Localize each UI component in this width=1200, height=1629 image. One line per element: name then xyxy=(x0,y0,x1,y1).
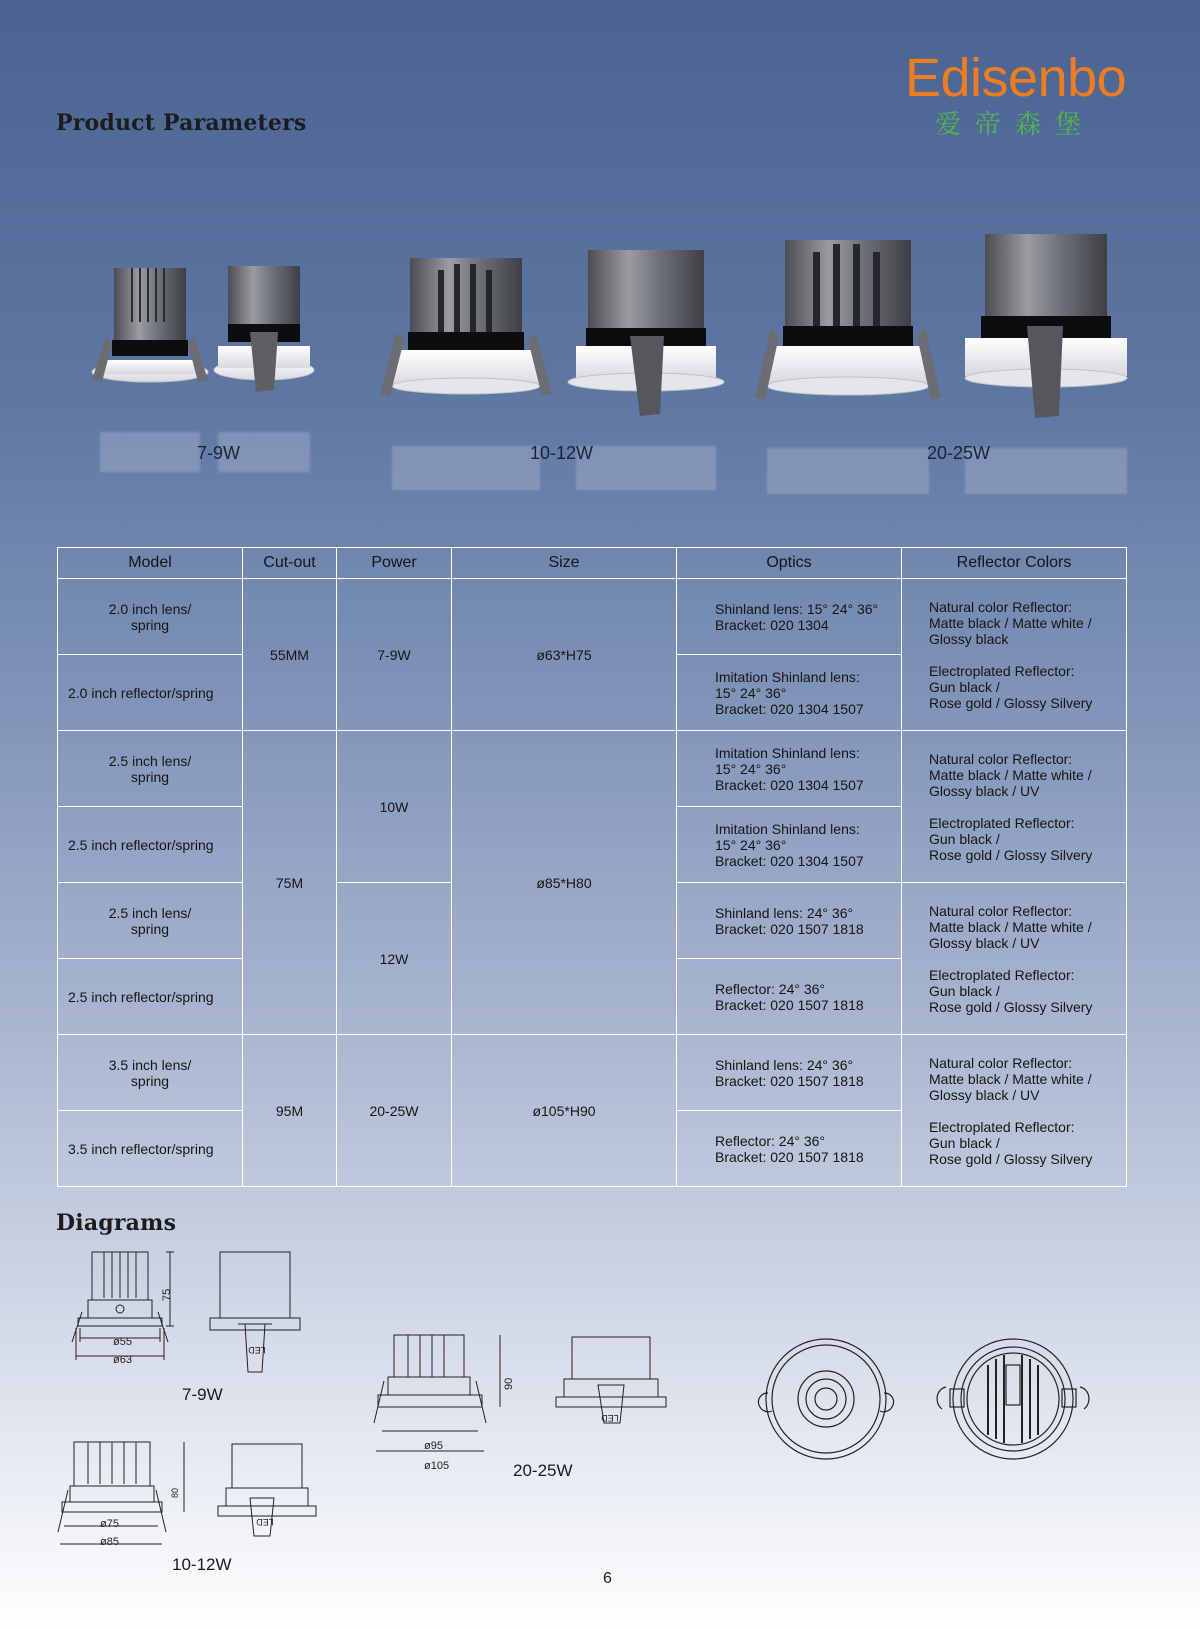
diagram-10-12w-height-dimension xyxy=(168,1474,188,1514)
table-header-row xyxy=(58,548,1127,579)
reflector-colors-cell: Natural color Reflector: Matte black / Matte white / Glossy black / UV Electroplated Reflector: Gun black / Rose gold / Glossy Silvery xyxy=(902,1035,1127,1187)
diagram-20-25w-height-dimension xyxy=(500,1366,520,1406)
outer-diameter: ø63 xyxy=(113,1354,132,1366)
product-label-20-25w: 20-25W xyxy=(927,443,991,463)
svg-text:ø105: ø105 xyxy=(424,1460,450,1472)
optics-cell: Shinland lens: 24° 36° Bracket: 020 1507 1818 xyxy=(677,1035,902,1111)
svg-text:80: 80 xyxy=(170,1487,180,1498)
product-label-10-12w: 10-12W xyxy=(530,443,594,463)
product-photo-7-9w xyxy=(88,262,328,402)
optics-cell: Reflector: 24° 36° Bracket: 020 1507 1818 xyxy=(677,1111,902,1187)
svg-text:LED: LED xyxy=(601,1413,619,1423)
svg-text:LED: LED xyxy=(256,1517,274,1527)
table-row xyxy=(58,1035,1127,1111)
svg-text:LED: LED xyxy=(248,1345,266,1355)
diagram-7-9w-height-dimension xyxy=(152,1275,182,1315)
logo-wordmark: Edisenbo xyxy=(905,48,1127,108)
power-cell: 7-9W xyxy=(337,579,452,731)
diagram-7-9w-led-badge xyxy=(245,1337,269,1367)
logo-chinese: 爱帝森堡 xyxy=(935,110,1096,140)
diagram-label-10-12w: 10-12W xyxy=(172,1555,232,1574)
optics-cell: Imitation Shinland lens: 15° 24° 36° Bracket: 020 1304 1507 xyxy=(677,807,902,883)
header-power: Power xyxy=(337,548,452,579)
table-row xyxy=(58,579,1127,655)
svg-text:ø75: ø75 xyxy=(100,1518,119,1530)
diagram-10-12w-led-badge xyxy=(253,1511,277,1531)
brand-logo xyxy=(905,50,1130,141)
optics-cell: Shinland lens: 24° 36° Bracket: 020 1507 1818 xyxy=(677,883,902,959)
header-size: Size xyxy=(452,548,677,579)
header-reflector-colors: Reflector Colors xyxy=(902,548,1127,579)
reflector-colors-cell: Natural color Reflector: Matte black / Matte white / Glossy black / UV Electroplated Reflector: Gun black / Rose gold / Glossy Silvery xyxy=(902,883,1127,1035)
reflector-colors-cell: Natural color Reflector: Matte black / Matte white / Glossy black / UV Electroplated Reflector: Gun black / Rose gold / Glossy Silvery xyxy=(902,731,1127,883)
power-cell: 10W xyxy=(337,731,452,883)
svg-text:ø95: ø95 xyxy=(424,1440,443,1452)
optics-cell: Reflector: 24° 36° Bracket: 020 1507 1818 xyxy=(677,959,902,1035)
cutout-cell: 95M xyxy=(243,1035,337,1187)
product-photo-10-12w xyxy=(380,250,730,420)
optics-cell: Imitation Shinland lens: 15° 24° 36° Bracket: 020 1304 1507 xyxy=(677,731,902,807)
size-cell: ø105*H90 xyxy=(452,1035,677,1187)
svg-text:90: 90 xyxy=(503,1377,515,1390)
model-cell: 3.5 inch lens/ spring xyxy=(58,1035,243,1111)
cutout-cell: 75M xyxy=(243,731,337,1035)
model-cell: 2.0 inch lens/ spring xyxy=(58,579,243,655)
optics-cell: Shinland lens: 15° 24° 36° Bracket: 020 1304 xyxy=(677,579,902,655)
top-view-back xyxy=(937,1339,1089,1459)
header-cutout: Cut-out xyxy=(243,548,337,579)
diagrams-title: Diagrams xyxy=(56,1210,177,1236)
model-cell: 2.5 inch reflector/spring xyxy=(58,959,243,1035)
reflector-colors-cell: Natural color Reflector: Matte black / Matte white / Glossy black Electroplated Reflector: Gun black / Rose gold / Glossy Silvery xyxy=(902,579,1127,731)
model-cell: 2.5 inch lens/ spring xyxy=(58,731,243,807)
diagram-20-25w-diameter-labels xyxy=(418,1437,478,1477)
size-cell: ø85*H80 xyxy=(452,731,677,1035)
diagram-label-20-25w: 20-25W xyxy=(513,1461,573,1480)
diagram-10-12w-diameter-labels xyxy=(90,1515,140,1555)
diagram-label-7-9w: 7-9W xyxy=(182,1385,223,1404)
product-parameters-title: Product Parameters xyxy=(56,110,307,136)
diagram-20-25w-led-badge xyxy=(598,1407,622,1427)
page-number: 6 xyxy=(603,1570,612,1587)
product-label-7-9w: 7-9W xyxy=(197,443,241,463)
model-cell: 2.0 inch reflector/spring xyxy=(58,655,243,731)
spec-table xyxy=(57,547,1127,1187)
power-cell: 20-25W xyxy=(337,1035,452,1187)
model-cell: 3.5 inch reflector/spring xyxy=(58,1111,243,1187)
cutout-cell: 55MM xyxy=(243,579,337,731)
top-view-front xyxy=(758,1339,893,1459)
power-cell: 12W xyxy=(337,883,452,1035)
header-optics: Optics xyxy=(677,548,902,579)
inner-diameter: ø55 xyxy=(113,1336,132,1348)
svg-text:ø85: ø85 xyxy=(100,1536,119,1548)
model-cell: 2.5 inch reflector/spring xyxy=(58,807,243,883)
size-cell: ø63*H75 xyxy=(452,579,677,731)
header-model: Model xyxy=(58,548,243,579)
diagram-7-9w-diameter-labels xyxy=(105,1333,145,1373)
table-row xyxy=(58,731,1127,807)
product-photo-20-25w xyxy=(755,234,1135,424)
model-cell: 2.5 inch lens/ spring xyxy=(58,883,243,959)
height-value: 75 xyxy=(161,1288,173,1301)
diagram-top-views xyxy=(748,1335,1098,1465)
optics-cell: Imitation Shinland lens: 15° 24° 36° Bracket: 020 1304 1507 xyxy=(677,655,902,731)
